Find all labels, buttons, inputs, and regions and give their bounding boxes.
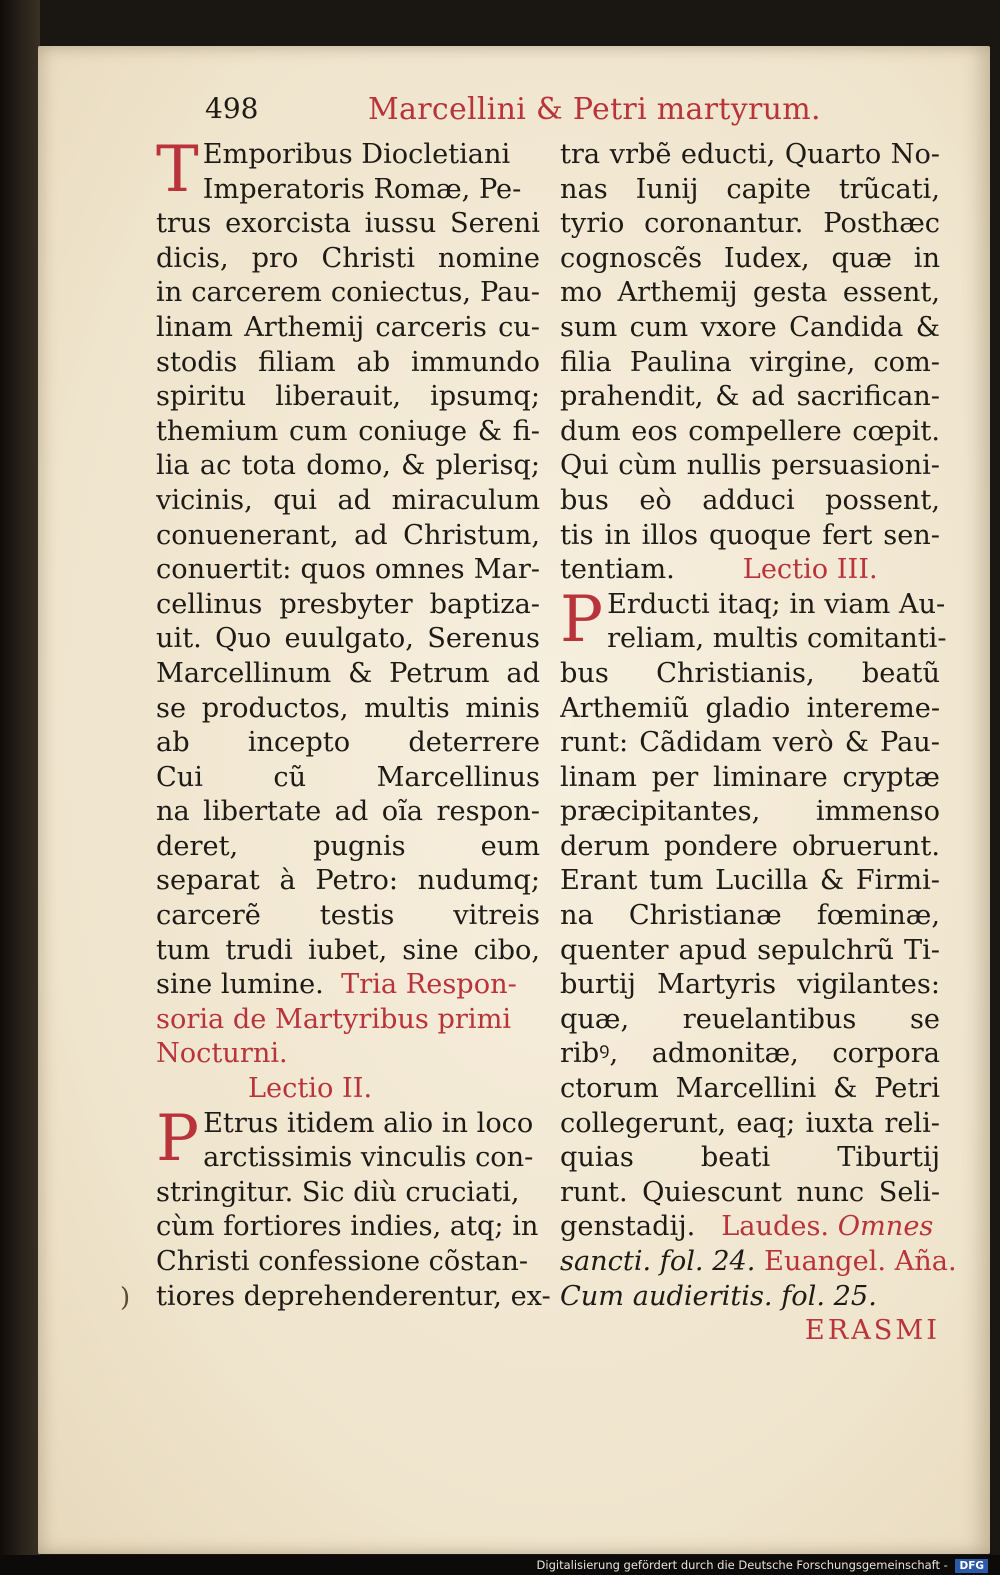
text-line: ab incepto deterrere (156, 727, 540, 759)
text-line: sum cum vxore Candida & (560, 311, 940, 343)
text-line: cognoscẽs Iudex, quæ in (560, 242, 940, 274)
text-line: quias beati Tiburtij (560, 1142, 940, 1174)
text-line: Cum audieritis. fol. 25. (560, 1280, 877, 1312)
page-number: 498 (205, 92, 259, 125)
footer-text: Digitalisierung gefördert durch die Deutsche Forschungsgemeinschaft - (536, 1558, 948, 1572)
text-line: arctissimis vinculis con- (203, 1142, 534, 1174)
text-line: stringitur. Sic diù cruciati, (156, 1176, 520, 1208)
text-line: na libertate ad oĩa respon- (156, 796, 540, 828)
text-line: filia Paulina virgine, com- (560, 346, 940, 378)
text-segment: genstadij. (560, 1211, 696, 1243)
text-line (156, 968, 540, 1003)
right-column (560, 138, 957, 1349)
text-line: collegerunt, eaq; iuxta reli- (560, 1107, 940, 1139)
text-line: Arthemiũ gladio intereme- (560, 692, 940, 724)
text-line: dicis, pro Christi nomine (156, 242, 540, 274)
text-line: tum trudi iubet, sine cibo, (156, 934, 540, 966)
text-line: tyrio coronantur. Posthæc (560, 208, 940, 240)
drop-cap: P (156, 1101, 200, 1176)
text-segment: tentiam. (560, 554, 675, 586)
text-line: quenter apud sepulchrũ Ti- (560, 934, 940, 966)
rubric: soria de Martyribus primi (156, 1003, 512, 1035)
text-line: Erducti itaq; in viam Au- (607, 588, 946, 620)
text-line: trus exorcista iussu Sereni (156, 208, 540, 240)
text-line: tra vrbẽ educti, Quarto No- (560, 139, 940, 170)
text-line: quæ, reuelantibus se (560, 1003, 940, 1035)
text-line: tiores deprehenderentur, ex- (156, 1280, 551, 1312)
text-line: uit. Quo euulgato, Serenus (156, 623, 540, 655)
book-binding (0, 0, 40, 1575)
drop-cap: T (156, 133, 199, 207)
rubric: Tria Respon- (341, 969, 517, 1001)
text-line: Emporibus Diocletiani (202, 139, 511, 170)
digitization-footer (0, 1555, 1000, 1575)
text-line: reliam, multis comitanti- (607, 623, 947, 655)
text-line: cùm fortiores indies, atq; in (156, 1211, 539, 1243)
running-title: Marcellini & Petri martyrum. (368, 92, 821, 127)
text-line: burtij Martyris vigilantes: (560, 969, 940, 1001)
text-line: deret, pugnis eum (156, 830, 540, 862)
text-line (560, 1245, 957, 1280)
text-line: runt: Cãdidam verò & Pau- (560, 727, 940, 759)
text-segment: sine lumine. (156, 969, 324, 1001)
catchword: ERASMI (804, 1315, 940, 1347)
text-line: conuertit: quos omnes Mar- (156, 554, 540, 586)
text-line: Imperatoris Romæ, Pe- (202, 173, 522, 205)
text-line: na Christianæ fœminæ, (560, 900, 940, 932)
rubric: Omnes (837, 1211, 934, 1243)
page-header (205, 92, 940, 136)
text-line: ctorum Marcellini & Petri (560, 1073, 940, 1105)
text-line: themium cum coniuge & fi- (156, 415, 540, 447)
lectio-heading: Lectio III. (742, 554, 878, 586)
text-line: Erant tum Lucilla & Firmi- (560, 865, 940, 897)
text-line: cellinus presbyter baptiza- (156, 588, 540, 620)
lectio-heading: Lectio II. (248, 1073, 373, 1105)
text-line: carcerẽ testis vitreis (156, 900, 540, 932)
drop-cap: P (560, 582, 604, 657)
rubric: Nocturni. (156, 1038, 288, 1070)
text-line: linam per liminare cryptæ (560, 761, 940, 793)
text-line: spiritu liberauit, ipsumq; (156, 381, 540, 413)
text-line (560, 1210, 940, 1245)
left-column (156, 133, 551, 1314)
text-line: runt. Quiescunt nunc Seli- (560, 1176, 940, 1208)
dfg-logo: DFG (955, 1559, 988, 1573)
text-line: bus eò adduci possent, (560, 484, 940, 516)
rubric: Laudes. (721, 1211, 830, 1243)
text-line: præcipitantes, immenso (560, 796, 940, 828)
text-line: Christi confessione cõstan- (156, 1246, 529, 1277)
text-line: Etrus itidem alio in loco (203, 1107, 534, 1139)
text-line: mo Arthemij gesta essent, (560, 277, 940, 309)
text-line: nas Iunij capite trũcati, (560, 173, 940, 205)
text-line: dum eos compellere cœpit. (560, 415, 940, 447)
text-line: se productos, multis minis (156, 692, 540, 724)
text-line: ribꝰ, admonitæ, corpora (560, 1038, 940, 1070)
text-line: separat à Petro: nudumq; (156, 865, 540, 897)
text-line: Qui cùm nullis persuasioni- (560, 450, 940, 482)
text-line: lia ac tota domo, & plerisq; (156, 450, 540, 482)
text-line (560, 553, 940, 588)
text-line: in carcerem coniectus, Pau- (156, 277, 540, 309)
text-line: bus Christianis, beatũ (560, 657, 940, 689)
text-line: conuenerant, ad Christum, (156, 519, 540, 551)
text-line: Marcellinum & Petrum ad (156, 657, 540, 689)
margin-mark: ) (120, 1283, 131, 1313)
text-line: tis in illos quoque fert sen- (560, 519, 940, 551)
text-line: vicinis, qui ad miraculum (156, 484, 540, 516)
text-line: stodis filiam ab immundo (156, 346, 540, 378)
text-line: linam Arthemij carceris cu- (156, 311, 540, 343)
rubric: Euangel. Aña. (764, 1246, 957, 1277)
text-line: Cui cũ Marcellinus (156, 761, 540, 793)
text-line: derum pondere obruerunt. (560, 830, 940, 862)
text-line: prahendit, & ad sacrifican- (560, 381, 940, 413)
text-segment: sancti. fol. 24. (560, 1246, 756, 1277)
